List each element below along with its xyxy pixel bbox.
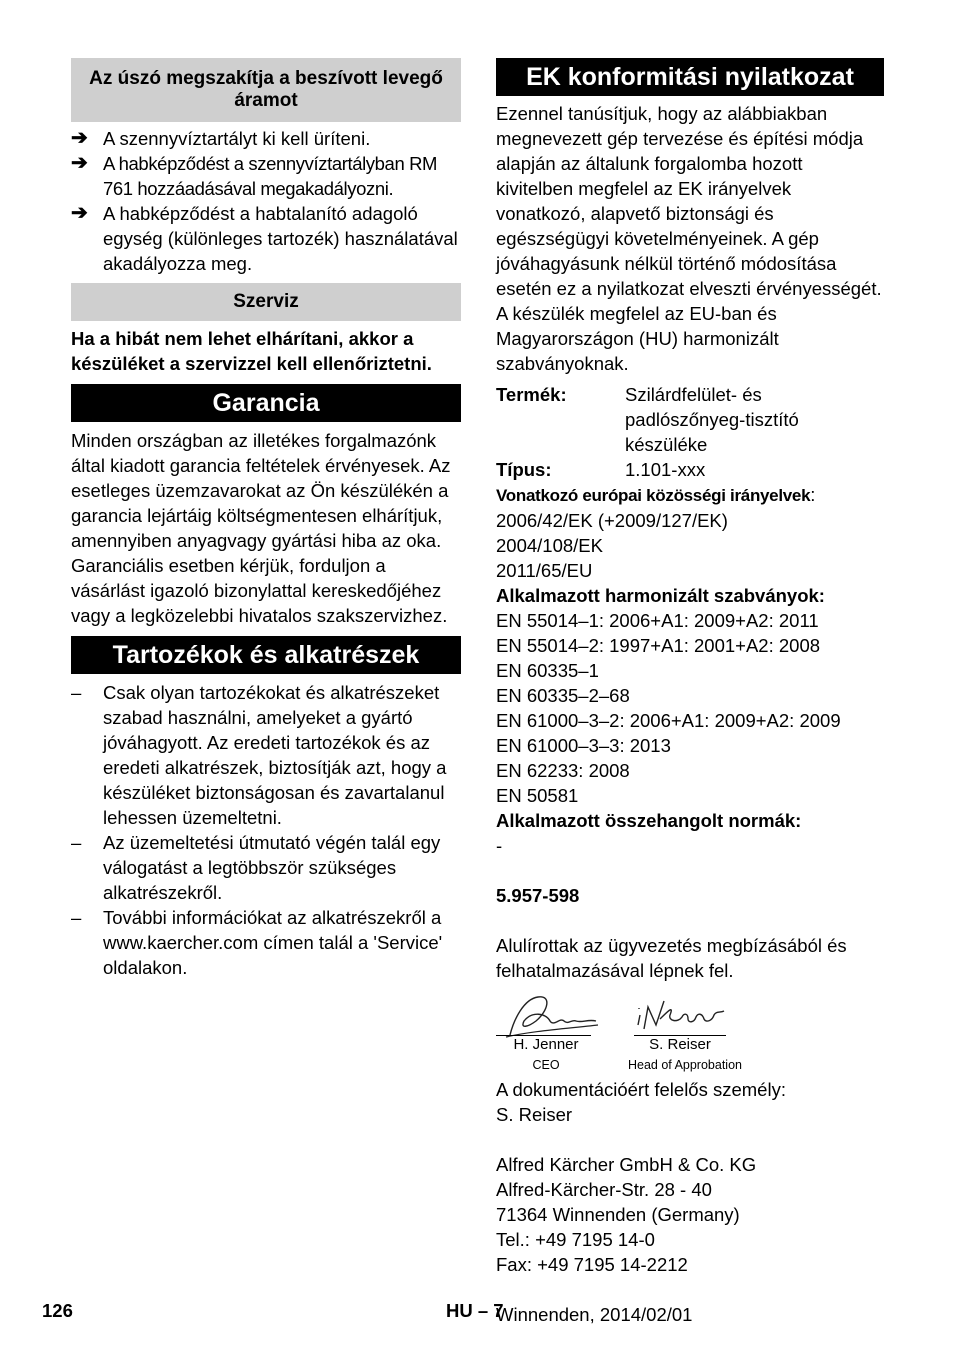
doc-responsible-name: S. Reiser [496, 1104, 573, 1125]
dash-bullet: – [71, 832, 82, 853]
standard-item: EN 60335–2–68 [496, 685, 630, 706]
list-item-text: További információkat az alkatrészekről a www.kaercher.com címen talál a 'Service' oldalakon. [103, 907, 443, 978]
standard-item: EN 60335–1 [496, 660, 599, 681]
accessories-heading: Tartozékok és alkatrészek [71, 636, 461, 674]
service-heading: Szerviz [71, 283, 461, 321]
dash-bullet: – [71, 682, 82, 703]
ek-intro: Ezennel tanúsítjuk, hogy az alábbiakban megnevezett gép tervezése és építési módja alapján az általunk forgalomba hozott kivitelben megfelel az EK irányelvek vonatkozó, alapvető biztonsági és egészségügyi követelményeinek. A gép jóváhagyásunk nélkül történő módosítása esetén ez a nyilatkozat elveszti érvényességét. A készülék megfelel az EU-ban és Magyarországon (HU) harmonizált szabványoknak. [496, 103, 882, 374]
warranty-heading: Garancia [71, 384, 461, 422]
list-item-text: Az üzemeltetési útmutató végén talál egy válogatást a legtöbbször szükséges alkatrészekről. [103, 832, 441, 903]
product-label: Termék: [496, 384, 567, 405]
service-text: Ha a hibát nem lehet elhárítani, akkor a készüléket a szervizzel kell ellenőriztetni. [71, 328, 432, 374]
right-column [496, 58, 884, 1327]
product-value: Szilárdfelület- és padlószőnyeg-tisztító készüléke [625, 384, 799, 455]
reiser-signature [634, 995, 730, 1039]
signature-block [496, 991, 884, 1077]
arrow-right-icon: ➔ [71, 152, 88, 174]
product-row [496, 382, 884, 457]
dash-bullet: – [71, 907, 82, 928]
list-item-text: A habképződést a szennyvíztartályban RM 761 hozzáadásával megakadályozni. [103, 153, 438, 199]
standard-item: EN 61000–3–2: 2006+A1: 2009+A2: 2009 [496, 710, 841, 731]
list-item [71, 830, 461, 905]
directive-item: 2004/108/EK [496, 535, 603, 556]
standard-item: EN 62233: 2008 [496, 760, 630, 781]
warranty-text: Minden országban az illetékes forgalmazónk által kiadott garancia feltételek érvényesek. Az esetleges üzemzavarokat az Ön készülékén a garancia lejártáig költségmentesen elhárítjuk, amennyiben anyagvagy gyártási hiba az oka. Garanciális esetben kérjük, forduljon a vásárlást igazoló bizonylattal kereskedőjéhez vagy a legközelebbi hivatalos szakszervizhez. [71, 430, 451, 626]
norms-label: Alkalmazott összehangolt normák: [496, 810, 802, 831]
list-item-text: A habképződést a habtalanító adagoló egység (különleges tartozék) használatával akadályozza meg. [103, 203, 458, 274]
directives-heading [496, 482, 884, 508]
list-item-text: Csak olyan tartozékokat és alkatrészeket szabad használni, amelyeket a gyártó jóváhagyott. Az eredeti tartozékok és az eredeti alkatrészek, biztosítják azt, hogy a készüléket biztonságosan és zavartalanul lehessen üzemeltetni. [103, 682, 447, 828]
list-item [71, 201, 461, 276]
page-number: 126 [42, 1300, 73, 1321]
directive-item: 2011/65/EU [496, 560, 593, 581]
list-item-text: A szennyvíztartályt ki kell üríteni. [103, 128, 371, 149]
part-number: 5.957-598 [496, 885, 580, 906]
type-value: 1.101-xxx [625, 459, 706, 480]
signers-intro: Alulírottak az ügyvezetés megbízásából és felhatalmazásával lépnek fel. [496, 935, 847, 981]
signer1-name: H. Jenner [513, 1036, 579, 1053]
company-tel: Tel.: +49 7195 14-0 [496, 1229, 655, 1250]
section-marker: HU – 7 [446, 1300, 504, 1321]
arrow-right-icon: ➔ [71, 202, 88, 224]
directives-colon: : [810, 484, 816, 505]
signer1-title: CEO [532, 1058, 560, 1072]
directives-label: Vonatkozó európai közösségi irányelvek [496, 486, 811, 505]
company-street: Alfred-Kärcher-Str. 28 - 40 [496, 1179, 712, 1200]
directive-item: 2006/42/EK (+2009/127/EK) [496, 510, 728, 531]
float-heading: Az úszó megszakítja a beszívott levegő áramot [71, 58, 461, 122]
list-item [71, 905, 461, 980]
company-name: Alfred Kärcher GmbH & Co. KG [496, 1154, 757, 1175]
standard-item: EN 55014–2: 1997+A1: 2001+A2: 2008 [496, 635, 821, 656]
standard-item: EN 55014–1: 2006+A1: 2009+A2: 2011 [496, 610, 819, 631]
norms-value: - [496, 835, 503, 856]
signer2-name: S. Reiser [649, 1036, 711, 1053]
list-item [71, 126, 461, 151]
type-row [496, 457, 884, 482]
standards-label: Alkalmazott harmonizált szabványok: [496, 585, 825, 606]
company-city: 71364 Winnenden (Germany) [496, 1204, 740, 1225]
type-label: Típus: [496, 459, 552, 480]
list-item [71, 680, 461, 830]
standard-item: EN 50581 [496, 785, 579, 806]
standard-item: EN 61000–3–3: 2013 [496, 735, 671, 756]
company-fax: Fax: +49 7195 14-2212 [496, 1254, 688, 1275]
list-item [71, 151, 461, 201]
signer2-title: Head of Approbation [628, 1058, 742, 1072]
place-date: Winnenden, 2014/02/01 [496, 1304, 693, 1325]
arrow-right-icon: ➔ [71, 127, 88, 149]
ek-heading: EK konformitási nyilatkozat [496, 58, 884, 96]
left-column [71, 58, 461, 980]
doc-responsible-label: A dokumentációért felelős személy: [496, 1079, 786, 1100]
